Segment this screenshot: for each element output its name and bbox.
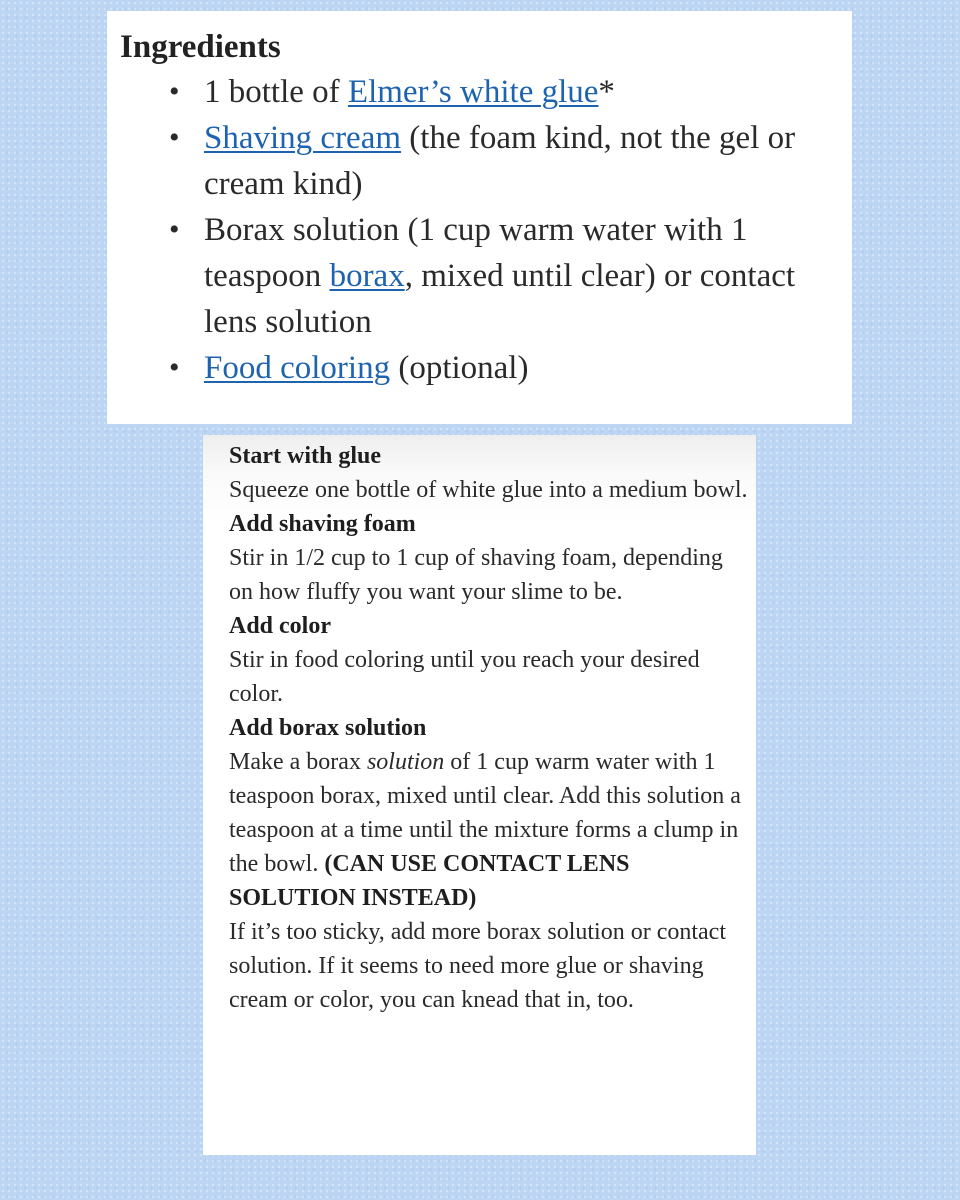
step-text-part: of 1 cup warm water with 1 teaspoon borax, mixed until clear. Add this solution a teaspoon at a time until the mixture forms a clump in the bowl. bbox=[229, 749, 741, 877]
ingredients-title: Ingredients bbox=[120, 29, 281, 65]
bullet-icon: • bbox=[169, 121, 180, 154]
step-text: Stir in 1/2 cup to 1 cup of shaving foam, depending on how fluffy you want your slime to be. bbox=[229, 545, 723, 605]
step-text-emphasis: solution bbox=[366, 749, 445, 775]
step-add-shaving-foam bbox=[229, 507, 748, 609]
bullet-icon: • bbox=[169, 75, 180, 108]
bullet-icon: • bbox=[169, 213, 180, 246]
step-heading: Add shaving foam bbox=[229, 511, 416, 537]
ingredient-text: Borax solution (1 cup warm water with 1 teaspoon bbox=[204, 212, 748, 294]
ingredient-item bbox=[120, 207, 832, 345]
borax-link[interactable]: borax bbox=[329, 258, 405, 294]
step-heading: Add color bbox=[229, 613, 331, 639]
step-text: Squeeze one bottle of white glue into a medium bowl. bbox=[229, 477, 748, 503]
ingredient-text: * bbox=[598, 74, 615, 110]
ingredient-item bbox=[120, 345, 832, 391]
bullet-icon: • bbox=[169, 351, 180, 384]
ingredient-item bbox=[120, 115, 832, 207]
step-start-with-glue bbox=[229, 439, 748, 507]
elmers-white-glue-link[interactable]: Elmer’s white glue bbox=[347, 74, 599, 110]
ingredients-list bbox=[120, 69, 832, 391]
ingredient-text: , mixed until clear) or contact lens solution bbox=[204, 258, 796, 340]
instructions-card bbox=[203, 435, 756, 1155]
contact-lens-note: (CAN USE CONTACT LENS SOLUTION INSTEAD) bbox=[229, 851, 630, 911]
shaving-cream-link[interactable]: Shaving cream bbox=[204, 120, 402, 156]
step-text-part: Make a borax bbox=[229, 749, 367, 775]
step-add-borax-solution bbox=[229, 711, 748, 1017]
ingredient-text: 1 bottle of bbox=[204, 74, 348, 110]
ingredient-text: (optional) bbox=[390, 350, 529, 386]
ingredient-item bbox=[120, 69, 832, 115]
food-coloring-link[interactable]: Food coloring bbox=[204, 350, 391, 386]
step-heading: Add borax solution bbox=[229, 715, 427, 741]
step-heading: Start with glue bbox=[229, 443, 381, 469]
step-text bbox=[229, 745, 748, 915]
step-add-color bbox=[229, 609, 748, 711]
step-troubleshooting-text: If it’s too sticky, add more borax solution or contact solution. If it seems to need more glue or shaving cream or color, you can knead that in, too. bbox=[229, 919, 727, 1013]
ingredients-card bbox=[107, 11, 852, 424]
ingredient-text: (the foam kind, not the gel or cream kind) bbox=[204, 120, 796, 202]
step-text: Stir in food coloring until you reach your desired color. bbox=[229, 647, 700, 707]
